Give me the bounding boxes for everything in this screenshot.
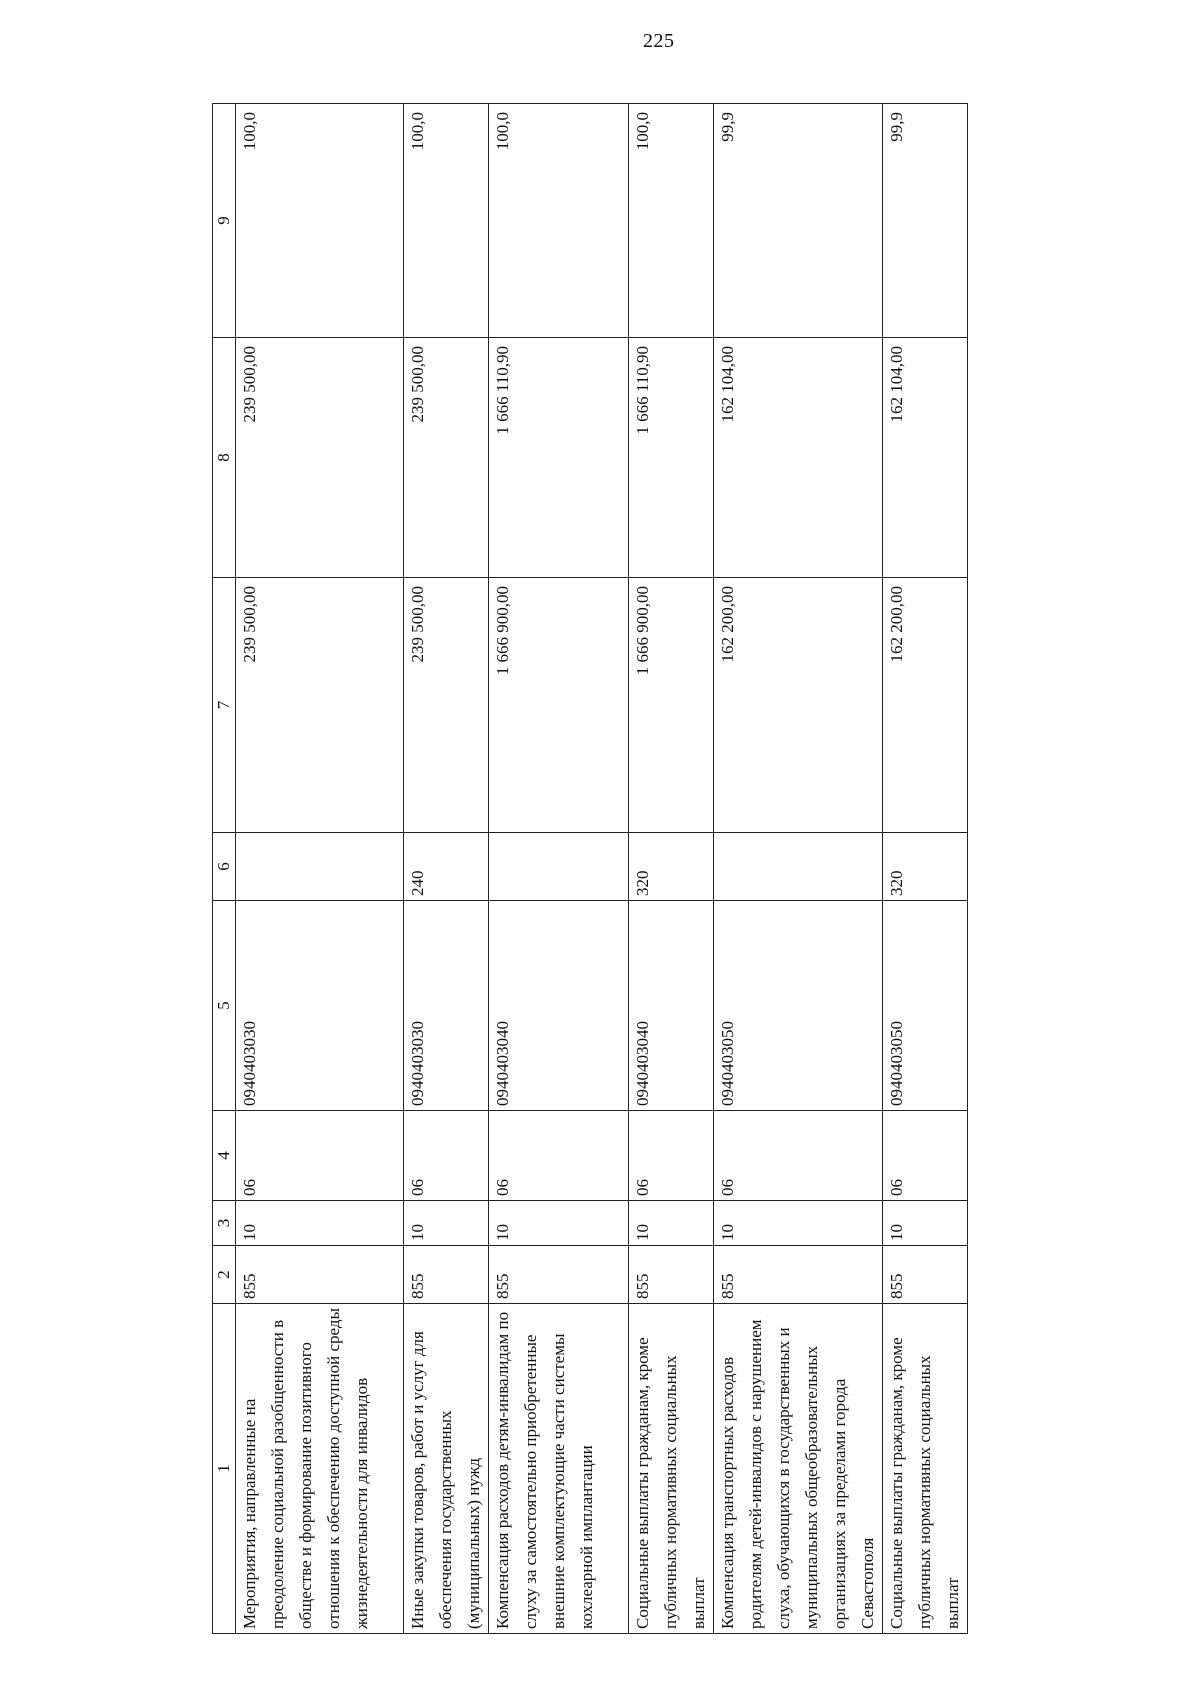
header-cell: 1 [213,1304,236,1634]
header-cell: 6 [213,833,236,901]
budget-table [212,103,968,1634]
cell-col5: 0940403030 [404,901,489,1111]
cell-col6 [236,833,404,901]
table-row [883,104,968,1634]
cell-col7: 1 666 900,00 [489,578,629,833]
cell-col8: 1 666 110,90 [629,338,714,578]
cell-col6: 320 [883,833,968,901]
rotated-content [212,104,972,1634]
cell-col7: 239 500,00 [404,578,489,833]
page-number: 225 [643,30,675,52]
cell-col2: 855 [404,1246,489,1304]
cell-col5: 0940403030 [236,901,404,1111]
cell-col9: 99,9 [714,104,883,338]
cell-col6 [489,833,629,901]
cell-col9: 100,0 [404,104,489,338]
header-cell: 2 [213,1246,236,1304]
cell-col8: 239 500,00 [404,338,489,578]
cell-col9: 100,0 [629,104,714,338]
table-row [489,104,629,1634]
row-description: Компенсация транспортных расходов родителям детей-инвалидов с нарушением слуха, обучающихся в государственных и муниципальных общеобразовательных организациях за пределами города Севастополя [714,1304,883,1634]
cell-col9: 100,0 [489,104,629,338]
cell-col9: 100,0 [236,104,404,338]
cell-col3: 10 [489,1201,629,1246]
cell-col2: 855 [883,1246,968,1304]
header-cell: 3 [213,1201,236,1246]
cell-col8: 162 104,00 [883,338,968,578]
cell-col4: 06 [489,1111,629,1201]
cell-col7: 1 666 900,00 [629,578,714,833]
table-row [629,104,714,1634]
header-cell: 7 [213,578,236,833]
cell-col8: 1 666 110,90 [489,338,629,578]
cell-col2: 855 [489,1246,629,1304]
header-cell: 8 [213,338,236,578]
cell-col3: 10 [714,1201,883,1246]
cell-col5: 0940403050 [883,901,968,1111]
cell-col6 [714,833,883,901]
cell-col3: 10 [629,1201,714,1246]
cell-col8: 162 104,00 [714,338,883,578]
row-description: Социальные выплаты гражданам, кроме публичных нормативных социальных выплат [883,1304,968,1634]
cell-col4: 06 [404,1111,489,1201]
cell-col8: 239 500,00 [236,338,404,578]
cell-col2: 855 [629,1246,714,1304]
header-cell: 9 [213,104,236,338]
cell-col2: 855 [236,1246,404,1304]
header-cell: 5 [213,901,236,1111]
cell-col9: 99,9 [883,104,968,338]
cell-col3: 10 [404,1201,489,1246]
cell-col5: 0940403040 [489,901,629,1111]
cell-col4: 06 [714,1111,883,1201]
table-row [236,104,404,1634]
cell-col7: 162 200,00 [883,578,968,833]
cell-col7: 239 500,00 [236,578,404,833]
row-description: Социальные выплаты гражданам, кроме публичных нормативных социальных выплат [629,1304,714,1634]
cell-col7: 162 200,00 [714,578,883,833]
cell-col6: 320 [629,833,714,901]
cell-col2: 855 [714,1246,883,1304]
row-description: Мероприятия, направленные на преодоление социальной разобщенности в обществе и формирование позитивного отношения к обеспечению доступной среды жизнедеятельности для инвалидов [236,1304,404,1634]
cell-col4: 06 [236,1111,404,1201]
header-row [213,104,236,1634]
cell-col4: 06 [883,1111,968,1201]
cell-col5: 0940403050 [714,901,883,1111]
rotated-table-container [212,104,972,1634]
table-row [714,104,883,1634]
cell-col4: 06 [629,1111,714,1201]
table-row [404,104,489,1634]
row-description: Компенсация расходов детям-инвалидам по слуху за самостоятельно приобретенные внешние комплектующие части системы кохлеарной имплантации [489,1304,629,1634]
header-cell: 4 [213,1111,236,1201]
cell-col3: 10 [883,1201,968,1246]
cell-col5: 0940403040 [629,901,714,1111]
row-description: Иные закупки товаров, работ и услуг для обеспечения государственных (муниципальных) нужд [404,1304,489,1634]
cell-col6: 240 [404,833,489,901]
cell-col3: 10 [236,1201,404,1246]
